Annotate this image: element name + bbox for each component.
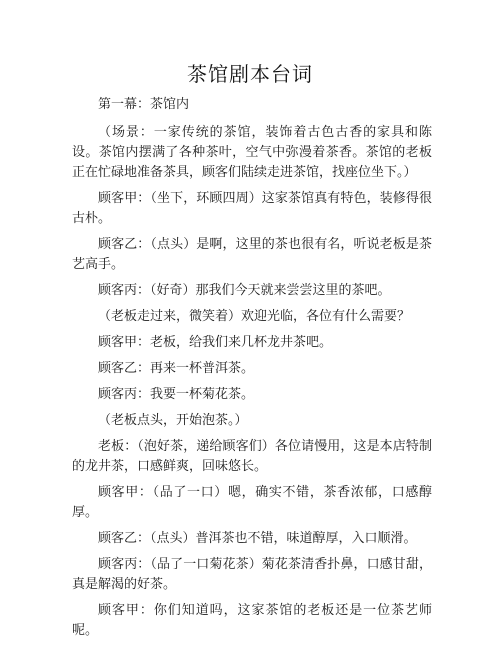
stage-direction: （老板点头，开始泡茶。） xyxy=(98,413,248,428)
dialogue-line: 顾客甲：（坐下，环顾四周）这家茶馆真有特色，装修得很古朴。 xyxy=(72,191,432,226)
scene-description: （场景：一家传统的茶馆，装饰着古色古香的家具和陈设。茶馆内摆满了各种茶叶，空气中弥漫着茶香。茶馆的老板正在忙碌地准备茶具，顾客们陆续走进茶馆，找座位坐下。） xyxy=(72,125,432,180)
dialogue-line: 顾客丙：（好奇）那我们今天就来尝尝这里的茶吧。 xyxy=(98,283,391,298)
script-body xyxy=(72,95,432,647)
dialogue-line: 顾客乙：（点头）普洱茶也不错，味道醇厚，入口顺滑。 xyxy=(98,531,417,546)
dialogue-line: 顾客甲：老板，给我们来几杯龙井茶吧。 xyxy=(98,335,333,350)
dialogue-line: 顾客乙：再来一杯普洱茶。 xyxy=(98,361,255,376)
dialogue-line: 顾客乙：（点头）是啊，这里的茶也很有名，听说老板是茶艺高手。 xyxy=(72,237,432,272)
dialogue-line: 顾客丙：我要一杯菊花茶。 xyxy=(98,387,255,402)
dialogue-line: 老板：（泡好茶，递给顾客们）各位请慢用，这是本店特制的龙井茶，口感鲜爽，回味悠长。 xyxy=(72,439,432,474)
dialogue-line: 顾客甲：（品了一口）嗯，确实不错，茶香浓郁，口感醇厚。 xyxy=(72,485,432,520)
stage-direction: （老板走过来，微笑着）欢迎光临，各位有什么需要？ xyxy=(98,309,411,324)
document-title: 茶馆剧本台词 xyxy=(187,62,313,86)
dialogue-line: 顾客甲：你们知道吗，这家茶馆的老板还是一位茶艺师呢。 xyxy=(72,603,432,638)
dialogue-line: 顾客丙：（品了一口菊花茶）菊花茶清香扑鼻，口感甘甜，真是解渴的好茶。 xyxy=(72,557,432,592)
act-heading: 第一幕：茶馆内 xyxy=(98,97,190,112)
